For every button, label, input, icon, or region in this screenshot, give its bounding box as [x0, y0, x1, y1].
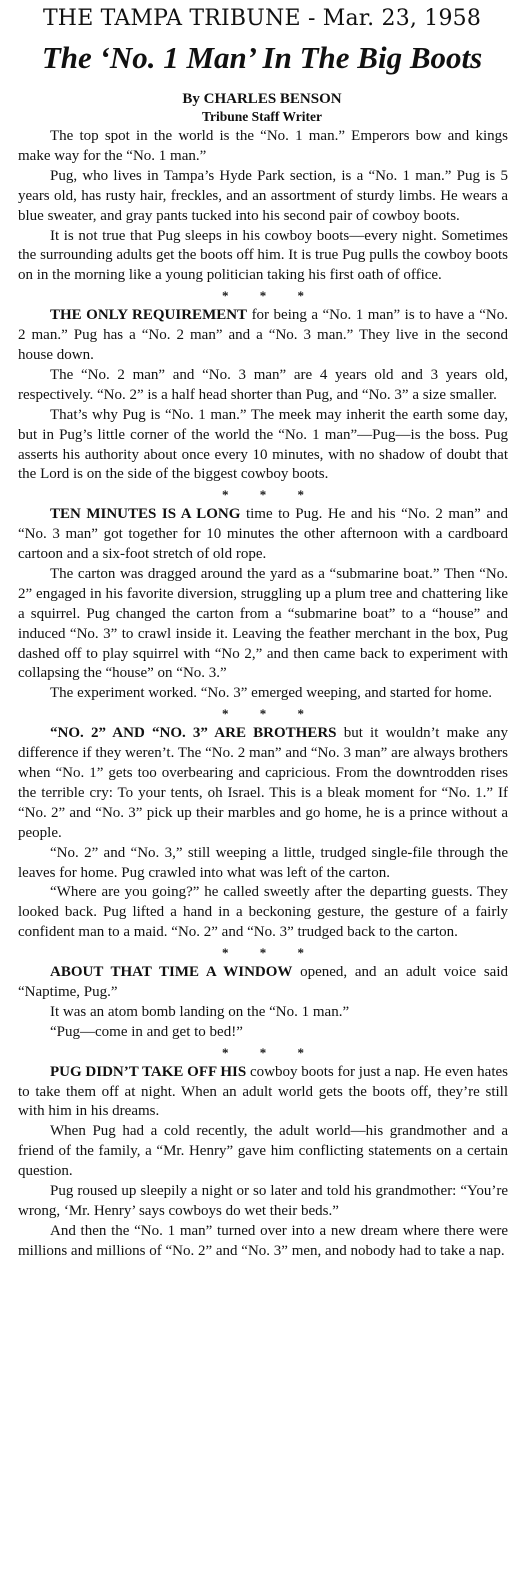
- section-lead: ABOUT THAT TIME A WINDOW: [50, 964, 293, 981]
- byline: By CHARLES BENSON: [182, 91, 342, 107]
- paragraph: Pug, who lives in Tampa’s Hyde Park section, is a “No. 1 man.” Pug is 5 years old, has rusty hair, freckles, and an assortment of sturdy limbs. He wears a blue sweater, and gray pants tucked into his second pair of cowboy boots.: [18, 167, 508, 224]
- paragraph: “Pug—come in and get to bed!”: [50, 1023, 243, 1040]
- section-separator: * * *: [222, 487, 318, 503]
- writer-credit: Tribune Staff Writer: [202, 109, 322, 124]
- paragraph: When Pug had a cold recently, the adult world—his grandmother and a friend of the family, a “Mr. Henry” gave him conflicting statements on a certain question.: [18, 1123, 508, 1180]
- paragraph: That’s why Pug is “No. 1 man.” The meek may inherit the earth some day, but in Pug’s little corner of the world the “No. 1 man”—Pug—is the boss. Pug asserts his authority about once every 10 minutes, with no shadow of doubt that the Lord is on the side of the biggest cowboy boots.: [18, 406, 508, 483]
- paragraph: “Where are you going?” he called sweetly after the departing guests. They looked back. Pug lifted a hand in a beckoning gesture, the gesture of a fairly confident man to a maid. “No. 2” and “No. 3” trudged back to the carton.: [18, 884, 508, 941]
- section-separator: * * *: [222, 706, 318, 722]
- paragraph: PUG DIDN’T TAKE OFF HIS cowboy boots for just a nap. He even hates to take them off at night. When an adult world gets the boots off, they’re still with him in his dreams.: [18, 1063, 508, 1120]
- section-lead: THE ONLY REQUIREMENT: [50, 307, 248, 324]
- section-separator: * * *: [222, 288, 318, 304]
- paragraph: The top spot in the world is the “No. 1 man.” Emperors bow and kings make way for the “No. 1 man.”: [18, 128, 508, 164]
- paragraph: It is not true that Pug sleeps in his cowboy boots—every night. Sometimes the surrounding adults get the boots off him. It is true Pug pulls the cowboy boots on in the morning like a young politician taking his first oath of office.: [18, 227, 508, 284]
- paragraph: “NO. 2” AND “NO. 3” ARE BROTHERS but it wouldn’t make any difference if they weren’t. The “No. 2 man” and “No. 3 man” are always brothers when “No. 1” gets too overbearing and capricious. From the downtrodden rises the terrible cry: To your tents, oh Israel. This is a bleak moment for “No. 1.” If “No. 2” and “No. 3” pick up their marbles and go home, he is a prince without a people.: [18, 725, 508, 841]
- section-lead: “NO. 2” AND “NO. 3” ARE BROTHERS: [50, 725, 337, 742]
- paragraph: “No. 2” and “No. 3,” still weeping a little, trudged single-file through the leaves for home. Pug crawled into what was left of the carton.: [18, 844, 508, 881]
- paragraph: Pug roused up sleepily a night or so later and told his grandmother: “You’re wrong, ‘Mr. Henry’ says cowboys do wet their beds.”: [18, 1183, 508, 1219]
- section-lead: TEN MINUTES IS A LONG: [50, 506, 241, 523]
- article-body: [18, 127, 508, 1262]
- headline: The ‘No. 1 Man’ In The Big Boots: [41, 40, 483, 75]
- paragraph: It was an atom bomb landing on the “No. 1 man.”: [50, 1003, 350, 1020]
- paragraph: And then the “No. 1 man” turned over into a new dream where there were millions and millions of “No. 2” and “No. 3” men, and nobody had to take a nap.: [18, 1222, 508, 1259]
- paragraph: The carton was dragged around the yard as a “submarine boat.” Then “No. 2” engaged in his favorite diversion, struggling up a plum tree and chattering like a squirrel. Pug changed the carton from a “submarine boat” to a “house” and induced “No. 3” to crawl inside it. Leaving the feather merchant in the box, Pug dashed off to play squirrel with “No 2,” and then came back to experiment with collapsing the “house” on “No. 3.”: [18, 565, 508, 682]
- section-separator: * * *: [222, 945, 318, 961]
- paragraph: The “No. 2 man” and “No. 3 man” are 4 years old and 3 years old, respectively. “No. 2” is a half head shorter than Pug, and “No. 3” a size smaller.: [18, 366, 508, 403]
- section-lead: PUG DIDN’T TAKE OFF HIS: [50, 1063, 247, 1080]
- paragraph: THE ONLY REQUIREMENT for being a “No. 1 man” is to have a “No. 2 man.” Pug has a “No. 2 man” and a “No. 3 man.” They live in the second house down.: [18, 307, 509, 363]
- paragraph: TEN MINUTES IS A LONG time to Pug. He and his “No. 2 man” and “No. 3 man” got together for 10 minutes the other afternoon with a cardboard cartoon and a six-foot stretch of old rope.: [18, 506, 508, 563]
- section-separator: * * *: [222, 1044, 318, 1060]
- paragraph: ABOUT THAT TIME A WINDOW opened, and an adult voice said “Naptime, Pug.”: [18, 964, 508, 1000]
- masthead: THE TAMPA TRIBUNE - Mar. 23, 1958: [42, 6, 482, 31]
- paragraph: The experiment worked. “No. 3” emerged weeping, and started for home.: [50, 685, 493, 702]
